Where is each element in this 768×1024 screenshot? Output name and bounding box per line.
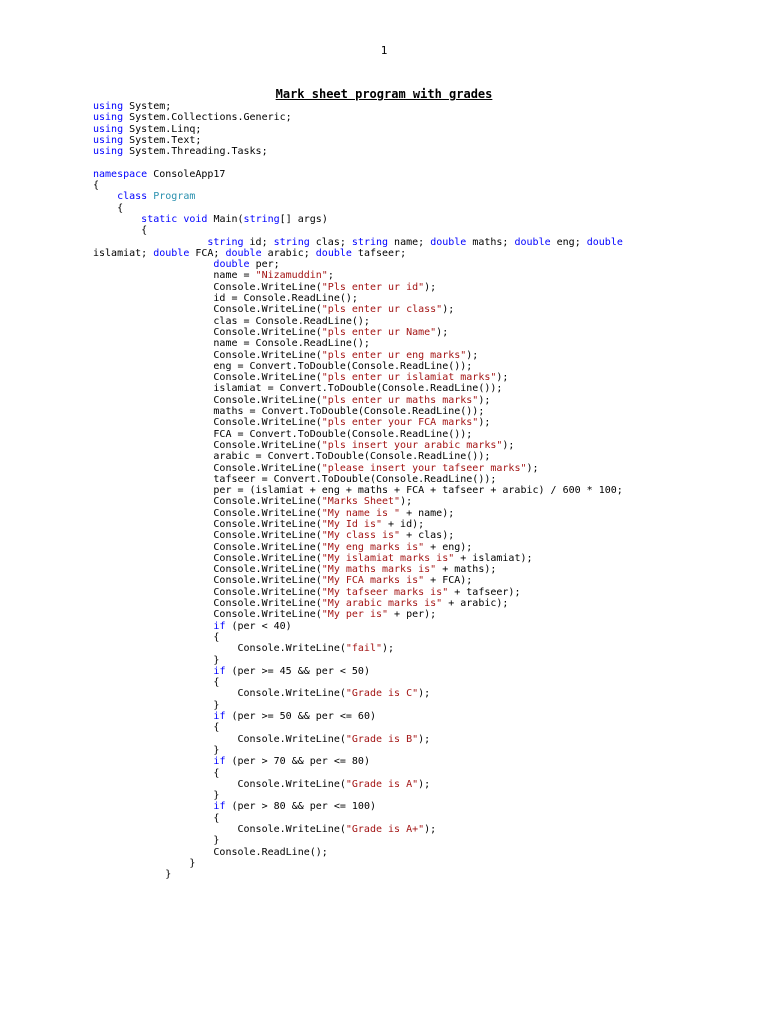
code-text: Console.WriteLine( bbox=[93, 609, 322, 621]
code-text: Console.WriteLine( bbox=[93, 541, 322, 553]
code-text: Console.WriteLine( bbox=[93, 507, 322, 519]
code-string: "My Id is" bbox=[321, 518, 382, 530]
code-text bbox=[93, 711, 213, 722]
code-string: "Marks Sheet" bbox=[321, 496, 401, 508]
code-text: Console.WriteLine( bbox=[93, 688, 346, 700]
code-text: Console.WriteLine( bbox=[93, 439, 322, 451]
code-text: Main( bbox=[207, 213, 244, 225]
code-line bbox=[93, 124, 753, 135]
code-text: [] args) bbox=[279, 213, 328, 225]
code-line bbox=[93, 417, 753, 428]
code-line bbox=[93, 553, 753, 564]
code-text: { bbox=[93, 631, 220, 643]
code-text: { bbox=[93, 180, 100, 192]
code-string: "My maths marks is" bbox=[321, 564, 437, 576]
code-line bbox=[93, 248, 753, 259]
code-text: islamiat = Convert.ToDouble(Console.ReadLine()); bbox=[93, 383, 503, 395]
code-text: ); bbox=[418, 778, 431, 790]
code-keyword: double bbox=[153, 247, 190, 259]
code-line bbox=[93, 101, 753, 112]
code-text: tafseer = Convert.ToDouble(Console.ReadLine()); bbox=[93, 473, 497, 485]
code-text: + per); bbox=[388, 609, 437, 621]
code-string: "Nizamuddin" bbox=[255, 270, 328, 282]
code-keyword: using bbox=[93, 101, 124, 112]
code-line bbox=[93, 711, 753, 722]
code-text bbox=[93, 801, 213, 812]
code-line bbox=[93, 722, 753, 733]
code-line bbox=[93, 847, 753, 858]
code-text: + FCA); bbox=[424, 575, 473, 587]
code-line bbox=[93, 316, 753, 327]
code-text bbox=[93, 621, 213, 632]
code-text bbox=[93, 214, 141, 225]
code-string: "My class is" bbox=[321, 530, 401, 542]
code-line bbox=[93, 530, 753, 541]
code-string: "My FCA marks is" bbox=[321, 575, 425, 587]
code-text: Console.WriteLine( bbox=[93, 394, 322, 406]
code-text: ); bbox=[478, 417, 491, 429]
code-text: Console.WriteLine( bbox=[93, 575, 322, 587]
code-text bbox=[93, 237, 207, 248]
code-text: ); bbox=[418, 688, 431, 700]
code-line bbox=[93, 542, 753, 553]
code-line bbox=[93, 270, 753, 281]
code-text: clas; bbox=[309, 236, 352, 248]
code-line bbox=[93, 372, 753, 383]
code-text: per = (islamiat + eng + maths + FCA + tafseer + arabic) / 600 * 100; bbox=[93, 485, 623, 497]
code-text: Console.WriteLine( bbox=[93, 326, 322, 338]
code-text: maths = Convert.ToDouble(Console.ReadLine()); bbox=[93, 406, 485, 418]
code-line bbox=[93, 745, 753, 756]
code-text: } bbox=[93, 790, 220, 802]
code-keyword: if bbox=[213, 801, 226, 813]
code-keyword: double bbox=[430, 236, 467, 248]
code-text: (per >= 50 && per <= 60) bbox=[225, 711, 376, 723]
code-line bbox=[93, 835, 753, 846]
code-text: System.Text; bbox=[123, 134, 202, 146]
code-text: } bbox=[93, 835, 220, 847]
code-text: System.Linq; bbox=[123, 123, 202, 135]
code-text: + id); bbox=[382, 518, 425, 530]
code-keyword: double bbox=[586, 236, 623, 248]
code-text: Console.WriteLine( bbox=[93, 349, 322, 361]
code-line bbox=[93, 214, 753, 225]
code-text: } bbox=[93, 857, 196, 869]
code-keyword: if bbox=[213, 756, 226, 768]
code-line bbox=[93, 700, 753, 711]
code-string: "pls enter ur islamiat marks" bbox=[321, 372, 497, 384]
code-keyword: if bbox=[213, 665, 226, 677]
code-text: name = Console.ReadLine(); bbox=[93, 338, 370, 350]
code-string: "My name is " bbox=[321, 507, 401, 519]
code-text: + arabic); bbox=[442, 598, 509, 610]
code-text: name = bbox=[93, 270, 256, 282]
code-text: } bbox=[93, 654, 220, 666]
code-text: ); bbox=[382, 643, 395, 655]
code-text: ); bbox=[526, 462, 539, 474]
code-line bbox=[93, 463, 753, 474]
code-text: Console.WriteLine( bbox=[93, 281, 322, 293]
code-keyword: static bbox=[141, 213, 178, 225]
code-line bbox=[93, 259, 753, 270]
code-string: "Grade is A" bbox=[345, 778, 419, 790]
code-text: Console.WriteLine( bbox=[93, 564, 322, 576]
code-string: "pls insert your arabic marks" bbox=[321, 439, 503, 451]
code-string: "pls enter ur class" bbox=[321, 304, 443, 316]
code-text: Console.WriteLine( bbox=[93, 552, 322, 564]
code-line bbox=[93, 485, 753, 496]
code-string: "pls enter ur maths marks" bbox=[321, 394, 479, 406]
code-text bbox=[93, 666, 213, 677]
code-line bbox=[93, 429, 753, 440]
code-line bbox=[93, 824, 753, 835]
code-text: Console.ReadLine(); bbox=[93, 846, 328, 858]
code-string: "Grade is B" bbox=[345, 733, 419, 745]
code-text: id = Console.ReadLine(); bbox=[93, 293, 358, 305]
code-text: (per >= 45 && per < 50) bbox=[225, 665, 370, 677]
code-string: "My tafseer marks is" bbox=[321, 586, 449, 598]
code-line bbox=[93, 587, 753, 598]
code-text: Console.WriteLine( bbox=[93, 417, 322, 429]
code-text: ); bbox=[400, 496, 413, 508]
code-line bbox=[93, 688, 753, 699]
code-text: Console.WriteLine( bbox=[93, 530, 322, 542]
code-text: + islamiat); bbox=[454, 552, 533, 564]
code-text: Console.WriteLine( bbox=[93, 778, 346, 790]
code-string: "My per is" bbox=[321, 609, 389, 621]
code-keyword: if bbox=[213, 620, 226, 632]
code-string: "please insert your tafseer marks" bbox=[321, 462, 527, 474]
code-line bbox=[93, 666, 753, 677]
code-text: ); bbox=[436, 326, 449, 338]
code-text: arabic; bbox=[261, 247, 316, 259]
code-text: { bbox=[93, 225, 148, 237]
code-text: ; bbox=[327, 270, 334, 282]
code-line bbox=[93, 519, 753, 530]
code-line bbox=[93, 406, 753, 417]
code-text: ); bbox=[466, 349, 479, 361]
code-keyword: double bbox=[514, 236, 551, 248]
code-keyword: using bbox=[93, 112, 124, 124]
code-text: } bbox=[93, 869, 172, 881]
code-string: "pls enter your FCA marks" bbox=[321, 417, 479, 429]
code-text: name; bbox=[388, 236, 431, 248]
code-keyword: if bbox=[213, 711, 226, 723]
code-text: ); bbox=[442, 304, 455, 316]
code-text: } bbox=[93, 699, 220, 711]
code-line bbox=[93, 237, 753, 248]
code-line bbox=[93, 677, 753, 688]
code-string: "My islamiat marks is" bbox=[321, 552, 455, 564]
code-text: (per > 70 && per <= 80) bbox=[225, 756, 370, 768]
document-title: Mark sheet program with grades bbox=[275, 87, 493, 101]
code-text: Console.WriteLine( bbox=[93, 733, 346, 745]
code-text: Console.WriteLine( bbox=[93, 518, 322, 530]
code-text: Console.WriteLine( bbox=[93, 372, 322, 384]
code-type: Program bbox=[153, 191, 196, 203]
code-text: ); bbox=[424, 824, 437, 835]
code-line bbox=[93, 180, 753, 191]
code-text: { bbox=[93, 677, 220, 689]
code-text: ); bbox=[418, 733, 431, 745]
code-line bbox=[93, 575, 753, 586]
code-keyword: double bbox=[315, 247, 352, 259]
code-text: clas = Console.ReadLine(); bbox=[93, 315, 370, 327]
code-line bbox=[93, 191, 753, 202]
code-text: Console.WriteLine( bbox=[93, 462, 322, 474]
code-line bbox=[93, 790, 753, 801]
code-line bbox=[93, 440, 753, 451]
code-line bbox=[93, 157, 753, 168]
code-string: "pls enter ur eng marks" bbox=[321, 349, 467, 361]
code-line bbox=[93, 135, 753, 146]
code-text: { bbox=[93, 722, 220, 734]
code-string: "Pls enter ur id" bbox=[321, 281, 425, 293]
code-text bbox=[93, 259, 213, 270]
code-line bbox=[93, 293, 753, 304]
code-text: ); bbox=[496, 372, 509, 384]
code-string: "fail" bbox=[345, 643, 382, 655]
code-text: + tafseer); bbox=[448, 586, 521, 598]
page-number: 1 bbox=[380, 44, 388, 57]
code-keyword: double bbox=[225, 247, 262, 259]
code-text: ); bbox=[478, 394, 491, 406]
code-string: "Grade is A+" bbox=[345, 824, 425, 835]
code-text: Console.WriteLine( bbox=[93, 304, 322, 316]
code-text: Console.WriteLine( bbox=[93, 643, 346, 655]
code-block bbox=[93, 101, 753, 880]
code-line bbox=[93, 609, 753, 620]
code-text bbox=[93, 191, 117, 202]
code-text: Console.WriteLine( bbox=[93, 586, 322, 598]
code-text: { bbox=[93, 767, 220, 779]
code-line bbox=[93, 395, 753, 406]
code-line bbox=[93, 282, 753, 293]
code-text: { bbox=[93, 202, 124, 214]
code-line bbox=[93, 327, 753, 338]
code-text: ); bbox=[502, 439, 515, 451]
code-line bbox=[93, 304, 753, 315]
code-line bbox=[93, 169, 753, 180]
code-line bbox=[93, 768, 753, 779]
code-text: eng = Convert.ToDouble(Console.ReadLine()); bbox=[93, 360, 473, 372]
code-text: Console.WriteLine( bbox=[93, 824, 346, 835]
code-text: Console.WriteLine( bbox=[93, 598, 322, 610]
code-keyword: namespace bbox=[93, 168, 148, 180]
code-line bbox=[93, 361, 753, 372]
code-string: "pls enter ur Name" bbox=[321, 326, 437, 338]
code-line bbox=[93, 779, 753, 790]
code-keyword: void bbox=[183, 213, 208, 225]
code-text: System.Collections.Generic; bbox=[123, 112, 292, 124]
code-keyword: string bbox=[273, 236, 310, 248]
code-string: "My arabic marks is" bbox=[321, 598, 443, 610]
code-line bbox=[93, 564, 753, 575]
code-keyword: double bbox=[213, 259, 250, 271]
code-keyword: string bbox=[351, 236, 389, 248]
code-text: + clas); bbox=[400, 530, 455, 542]
code-line bbox=[93, 338, 753, 349]
code-string: "My eng marks is" bbox=[321, 541, 425, 553]
code-keyword: using bbox=[93, 134, 124, 146]
code-line bbox=[93, 451, 753, 462]
code-line bbox=[93, 146, 753, 157]
code-text: } bbox=[93, 744, 220, 756]
code-line bbox=[93, 858, 753, 869]
code-keyword: using bbox=[93, 146, 124, 158]
code-keyword: class bbox=[117, 191, 148, 203]
code-line bbox=[93, 112, 753, 123]
code-text: System.Threading.Tasks; bbox=[123, 146, 268, 158]
code-text: islamiat; bbox=[93, 247, 154, 259]
code-text: + eng); bbox=[424, 541, 473, 553]
code-text: ConsoleApp17 bbox=[147, 168, 226, 180]
code-line bbox=[93, 756, 753, 767]
code-line bbox=[93, 225, 753, 236]
code-text: (per < 40) bbox=[225, 620, 292, 632]
code-line bbox=[93, 508, 753, 519]
code-line bbox=[93, 621, 753, 632]
code-text: tafseer; bbox=[351, 247, 407, 259]
code-text: System; bbox=[123, 101, 172, 112]
code-text: Console.WriteLine( bbox=[93, 496, 322, 508]
code-line bbox=[93, 598, 753, 609]
code-text: arabic = Convert.ToDouble(Console.ReadLine()); bbox=[93, 451, 491, 463]
code-keyword: string bbox=[207, 236, 244, 248]
code-text: FCA = Convert.ToDouble(Console.ReadLine()); bbox=[93, 428, 473, 440]
code-text bbox=[93, 756, 213, 767]
code-line bbox=[93, 655, 753, 666]
code-text: maths; bbox=[466, 236, 515, 248]
code-line bbox=[93, 869, 753, 880]
code-keyword: string bbox=[243, 213, 280, 225]
code-line bbox=[93, 350, 753, 361]
code-line bbox=[93, 474, 753, 485]
code-string: "Grade is C" bbox=[345, 688, 419, 700]
code-text: id; bbox=[243, 236, 274, 248]
code-text: eng; bbox=[550, 236, 587, 248]
code-line bbox=[93, 643, 753, 654]
code-text: + name); bbox=[400, 507, 455, 519]
code-line bbox=[93, 203, 753, 214]
code-text: (per > 80 && per <= 100) bbox=[225, 801, 376, 813]
code-line bbox=[93, 632, 753, 643]
code-line bbox=[93, 496, 753, 507]
code-keyword: using bbox=[93, 123, 124, 135]
code-line bbox=[93, 813, 753, 824]
code-line bbox=[93, 383, 753, 394]
code-line bbox=[93, 801, 753, 812]
code-text: per; bbox=[249, 259, 280, 271]
code-text: ); bbox=[424, 281, 437, 293]
code-text: FCA; bbox=[189, 247, 226, 259]
code-line bbox=[93, 734, 753, 745]
code-text: { bbox=[93, 812, 220, 824]
code-text: + maths); bbox=[436, 564, 497, 576]
